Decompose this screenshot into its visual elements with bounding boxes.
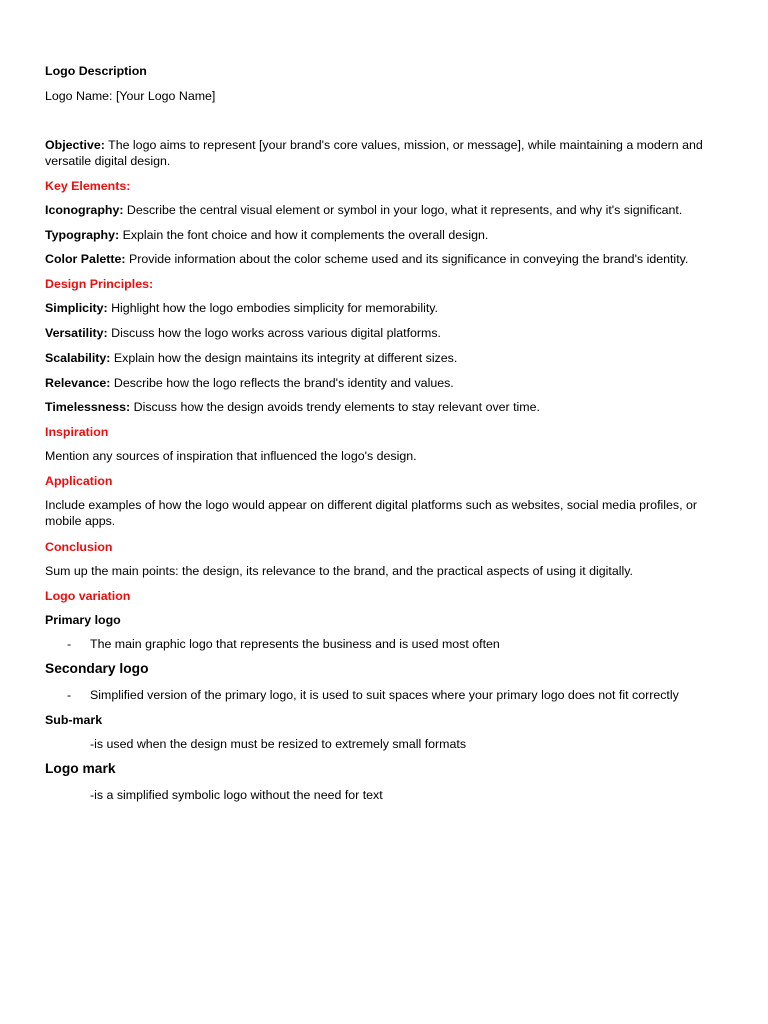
- design-principles-heading: Design Principles:: [45, 277, 154, 291]
- document-title: Logo Description: [45, 64, 147, 78]
- key-elements-heading: Key Elements:: [45, 179, 131, 193]
- key-element-text: Explain the font choice and how it complements the overall design.: [119, 228, 489, 242]
- principle-label: Simplicity:: [45, 301, 108, 315]
- principle-relevance: [45, 375, 725, 391]
- key-element-text: Provide information about the color scheme used and its significance in conveying the brand's identity.: [125, 252, 689, 266]
- submark-text: -is used when the design must be resized to extremely small formats: [90, 737, 467, 751]
- conclusion-heading: Conclusion: [45, 540, 113, 554]
- inspiration-text: Mention any sources of inspiration that influenced the logo's design.: [45, 449, 417, 463]
- submark-label: Sub-mark: [45, 713, 103, 727]
- objective-label: Objective:: [45, 138, 105, 152]
- conclusion-text: Sum up the main points: the design, its relevance to the brand, and the practical aspects of using it digitally.: [45, 564, 633, 578]
- application-text: Include examples of how the logo would appear on different digital platforms such as websites, social media profiles, or mobile apps.: [45, 498, 698, 528]
- bullet-dash: -: [67, 637, 72, 651]
- inspiration-heading: Inspiration: [45, 425, 109, 439]
- key-element-label: Typography:: [45, 228, 120, 242]
- principle-label: Timelessness:: [45, 400, 131, 414]
- objective-paragraph: [45, 137, 725, 169]
- logo-name-line: Logo Name: [Your Logo Name]: [45, 89, 216, 103]
- logo-variation-heading: Logo variation: [45, 589, 131, 603]
- secondary-logo-text: Simplified version of the primary logo, it is used to suit spaces where your primary logo does not fit correctly: [90, 688, 679, 702]
- principle-label: Scalability:: [45, 351, 111, 365]
- primary-logo-label: Primary logo: [45, 613, 121, 627]
- primary-logo-text: The main graphic logo that represents the business and is used most often: [90, 637, 500, 651]
- principle-label: Versatility:: [45, 326, 108, 340]
- principle-text: Discuss how the design avoids trendy elements to stay relevant over time.: [130, 400, 540, 414]
- secondary-logo-label: Secondary logo: [45, 661, 149, 676]
- key-element-label: Iconography:: [45, 203, 124, 217]
- principle-text: Discuss how the logo works across various digital platforms.: [107, 326, 441, 340]
- bullet-dash: -: [67, 688, 72, 702]
- principle-simplicity: [45, 300, 725, 316]
- principle-versatility: [45, 325, 725, 341]
- key-element-typography: [45, 227, 725, 243]
- logo-mark-label: Logo mark: [45, 761, 116, 776]
- key-element-label: Color Palette:: [45, 252, 126, 266]
- principle-text: Explain how the design maintains its integrity at different sizes.: [110, 351, 458, 365]
- principle-text: Describe how the logo reflects the brand's identity and values.: [110, 376, 454, 390]
- principle-label: Relevance:: [45, 376, 111, 390]
- application-heading: Application: [45, 474, 113, 488]
- principle-timelessness: [45, 399, 725, 415]
- principle-text: Highlight how the logo embodies simplicity for memorability.: [107, 301, 438, 315]
- principle-scalability: [45, 350, 725, 366]
- key-element-text: Describe the central visual element or symbol in your logo, what it represents, and why it's significant.: [123, 203, 683, 217]
- key-element-iconography: [45, 202, 725, 218]
- key-element-color-palette: [45, 251, 725, 267]
- objective-text: The logo aims to represent [your brand's core values, mission, or message], while maintaining a modern and versatile digital design.: [45, 138, 703, 168]
- logo-mark-text: -is a simplified symbolic logo without the need for text: [90, 788, 383, 802]
